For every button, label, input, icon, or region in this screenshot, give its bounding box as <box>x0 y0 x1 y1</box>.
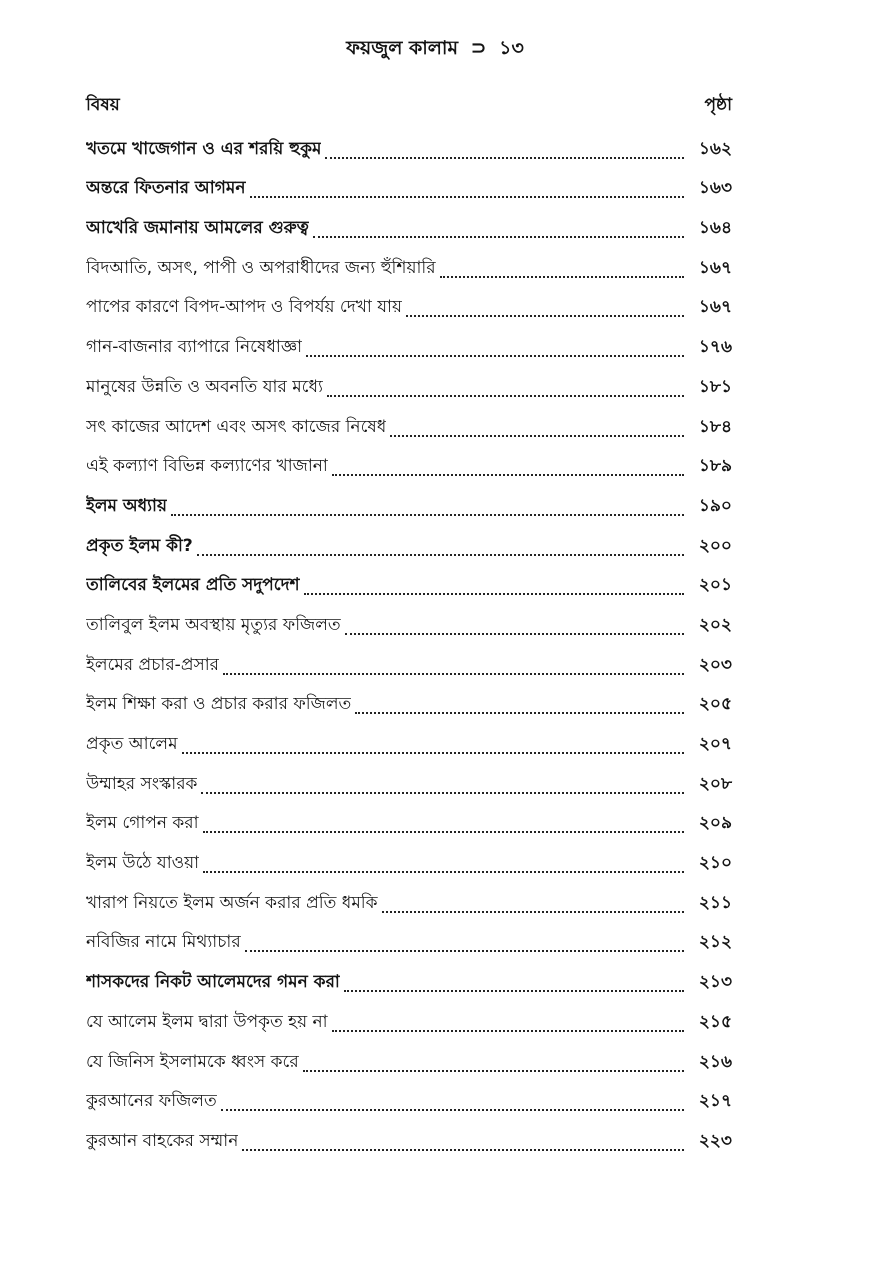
dot-leader <box>332 474 684 476</box>
toc-entry-page: ২০২ <box>698 614 732 635</box>
toc-entry-page: ২১৩ <box>698 972 732 993</box>
toc-entry-title: শাসকদের নিকট আলেমদের গমন করা <box>86 972 340 993</box>
toc-entry <box>86 485 732 525</box>
toc-entry-page: ২১৬ <box>698 1051 732 1072</box>
toc-entry-page: ২১০ <box>698 853 732 874</box>
dot-leader <box>355 712 684 714</box>
dot-leader <box>304 593 684 595</box>
dot-leader <box>201 792 684 794</box>
toc-entry-page: ২০৯ <box>698 813 732 834</box>
toc-entry <box>86 565 732 605</box>
dot-leader <box>242 1149 684 1151</box>
toc-entry <box>86 803 732 843</box>
toc-entry-page: ১৬৪ <box>698 218 732 239</box>
toc-entry <box>86 842 732 882</box>
toc-entry-page: ২১২ <box>698 932 732 953</box>
toc-entry-page: ২০৩ <box>698 654 732 675</box>
toc-entry-title: কুরআন বাহকের সম্মান <box>86 1130 239 1151</box>
toc-entry-page: ২০৫ <box>698 694 732 715</box>
toc-entry-title: সৎ কাজের আদেশ এবং অসৎ কাজের নিষেধ <box>86 416 387 437</box>
toc-entry-page: ২১৭ <box>698 1091 732 1112</box>
dot-leader <box>306 355 684 357</box>
running-header <box>0 34 870 66</box>
dot-leader <box>313 236 684 238</box>
dot-leader <box>325 157 684 159</box>
toc-entry-title: খতমে খাজেগান ও এর শরয়ি হুকুম <box>86 138 322 159</box>
book-title: ফয়জুল কালাম <box>346 37 458 59</box>
dot-leader <box>203 831 684 833</box>
toc-entry <box>86 684 732 724</box>
toc-entry-title: প্রকৃত আলেম <box>86 734 178 754</box>
dot-leader <box>223 673 684 675</box>
toc-entry-title: যে আলেম ইলম দ্বারা উপকৃত হয় না <box>86 1011 328 1032</box>
toc-entry-page: ১৮৪ <box>698 416 732 437</box>
toc-entry-page: ২০১ <box>698 575 732 596</box>
toc-entry-page: ২১৫ <box>698 1011 732 1032</box>
toc-entry-page: ১৮৯ <box>698 456 732 477</box>
toc-entry <box>86 366 732 406</box>
toc-entry-title: ইলম উঠে যাওয়া <box>86 853 200 874</box>
toc-entry-title: আখেরি জমানায় আমলের গুরুত্ব <box>86 218 309 239</box>
dot-leader <box>197 554 684 556</box>
dot-leader <box>250 196 685 198</box>
toc-entry-page: ২২৩ <box>698 1130 732 1151</box>
toc-entry <box>86 128 732 168</box>
toc-entry-title: গান-বাজনার ব্যাপারে নিষেধাজ্ঞা <box>86 337 303 358</box>
dot-leader <box>440 276 684 278</box>
toc-entry <box>86 1041 732 1081</box>
page-heading: পৃষ্ঠা <box>704 95 732 115</box>
toc-entry-title: নবিজির নামে মিথ্যাচার <box>86 932 241 953</box>
toc-entry-page: ২১১ <box>698 892 732 913</box>
toc-entry-title: এই কল্যাণ বিভিন্ন কল্যাণের খাজানা <box>86 456 328 477</box>
toc-entry <box>86 604 732 644</box>
dot-leader <box>382 911 684 913</box>
toc-entry-title: বিদআতি, অসৎ, পাপী ও অপরাধীদের জন্য হুঁশিয়ারি <box>86 257 436 278</box>
toc-entry <box>86 961 732 1001</box>
dot-leader <box>327 395 684 397</box>
toc-entry-title: খারাপ নিয়তে ইলম অর্জন করার প্রতি ধমকি <box>86 892 378 913</box>
toc-entry-page: ১৮১ <box>698 376 732 397</box>
toc-entry-page: ২০০ <box>698 535 732 556</box>
toc-entry <box>86 1120 732 1160</box>
toc-entry <box>86 644 732 684</box>
toc-entry-title: পাপের কারণে বিপদ-আপদ ও বিপর্যয় দেখা যায় <box>86 297 402 318</box>
dot-leader <box>406 315 684 317</box>
separator-mark: ⊃ <box>470 37 487 59</box>
dot-leader <box>245 950 684 952</box>
toc-entry-page: ১৬৭ <box>698 297 732 318</box>
toc-entry <box>86 326 732 366</box>
table-of-contents <box>86 128 732 1160</box>
toc-entry <box>86 406 732 446</box>
dot-leader <box>171 514 684 516</box>
toc-entry-title: যে জিনিস ইসলামকে ধ্বংস করে <box>86 1051 299 1072</box>
dot-leader <box>203 871 684 873</box>
toc-entry <box>86 723 732 763</box>
toc-entry-page: ১৬২ <box>698 138 732 159</box>
toc-entry-page: ১৭৬ <box>698 337 732 358</box>
dot-leader <box>182 752 684 754</box>
dot-leader <box>303 1070 684 1072</box>
toc-entry-page: ২০৮ <box>698 773 732 794</box>
toc-entry <box>86 763 732 803</box>
toc-entry-title: তালিবুল ইলম অবস্থায় মৃত্যুর ফজিলত <box>86 614 341 635</box>
toc-entry-title: ইলম অধ্যায় <box>86 495 167 516</box>
header-page-number: ১৩ <box>499 37 524 59</box>
toc-entry <box>86 247 732 287</box>
toc-entry-page: ১৯০ <box>698 495 732 516</box>
toc-entry-title: ইলম গোপন করা <box>86 813 199 834</box>
dot-leader <box>390 435 684 437</box>
toc-entry <box>86 525 732 565</box>
toc-entry-title: ইলম শিক্ষা করা ও প্রচার করার ফজিলত <box>86 694 352 715</box>
toc-entry <box>86 1001 732 1041</box>
dot-leader <box>332 1030 684 1032</box>
toc-entry-page: ২০৭ <box>698 734 732 754</box>
toc-entry-title: কুরআনের ফজিলত <box>86 1091 217 1112</box>
toc-entry-page: ১৬৩ <box>698 178 732 199</box>
dot-leader <box>345 633 684 635</box>
toc-entry-title: প্রকৃত ইলম কী? <box>86 535 193 556</box>
toc-entry <box>86 287 732 327</box>
toc-entry-title: উম্মাহর সংস্কারক <box>86 773 198 794</box>
column-headings <box>86 92 732 118</box>
toc-entry <box>86 446 732 486</box>
subject-heading: বিষয় <box>86 95 120 115</box>
dot-leader <box>344 990 684 992</box>
dot-leader <box>221 1109 684 1111</box>
toc-entry <box>86 207 732 247</box>
toc-entry-page: ১৬৭ <box>698 257 732 278</box>
toc-entry <box>86 922 732 962</box>
toc-entry-title: ইলমের প্রচার-প্রসার <box>86 654 220 675</box>
toc-entry <box>86 882 732 922</box>
toc-entry-title: অন্তরে ফিতনার আগমন <box>86 178 246 199</box>
toc-entry <box>86 1081 732 1121</box>
toc-entry <box>86 168 732 208</box>
toc-entry-title: মানুষের উন্নতি ও অবনতি যার মধ্যে <box>86 376 323 397</box>
toc-entry-title: তালিবের ইলমের প্রতি সদুপদেশ <box>86 575 300 596</box>
